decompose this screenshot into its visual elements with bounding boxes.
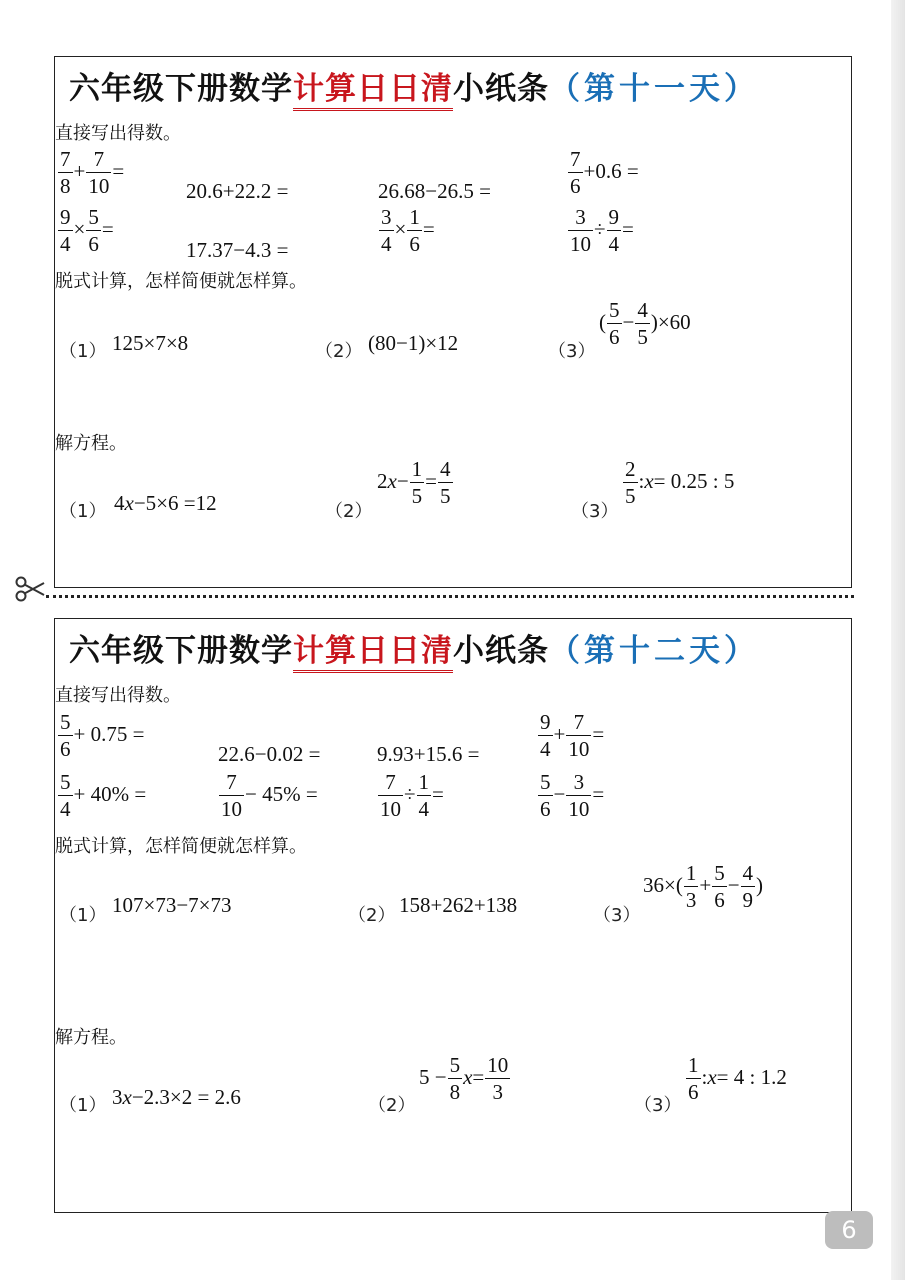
problem-calc-1: 125×7×8 (112, 331, 189, 355)
problem-label-3: （3） (571, 501, 619, 522)
equation-1: 3x−2.3×2 = 2.6 (112, 1085, 241, 1109)
equation-2: 5 − $\frac{5}{8}$ x= $\frac{10}{3}$ (419, 1053, 509, 1104)
problem-label-1: （1） (59, 501, 107, 522)
problem-label-1: （1） (59, 905, 107, 926)
fraction: $\frac{7}{10}$ (88, 147, 110, 198)
problem-label-3: （3） (548, 341, 596, 362)
problem-direct-2: 22.6−0.02 = (218, 742, 321, 766)
problem-calc-3: 36×( $\frac{1}{3}$ + $\frac{5}{6}$ − $\frac{4}{9}$ ) (643, 861, 764, 912)
page-edge (891, 0, 905, 1280)
problem-direct-6: $\frac{7}{10}$ − 45% = (221, 770, 318, 821)
title-highlight: 计算日日清 (293, 633, 453, 673)
problem-label-2: （2） (315, 341, 363, 362)
title-part: 小纸条 (453, 71, 549, 107)
problem-direct-5: $\frac{5}{4}$ + 40% = (60, 770, 147, 821)
fraction: $\frac{4}{5}$ (637, 298, 648, 349)
fraction: $\frac{5}{6}$ (609, 298, 620, 349)
fraction: $\frac{5}{6}$ (60, 710, 71, 761)
fraction: $\frac{1}{6}$ (688, 1053, 699, 1104)
fraction: $\frac{7}{10}$ (380, 770, 401, 821)
fraction: $\frac{5}{4}$ (60, 770, 71, 821)
problem-direct-8: $\frac{3}{10}$ ÷ $\frac{9}{4}$ = (570, 205, 634, 256)
problem-calc-3: ( $\frac{5}{6}$ − $\frac{4}{5}$ )×60 (599, 298, 691, 349)
section-equation-heading: 解方程。 (55, 1027, 127, 1048)
section-direct-heading: 直接写出得数。 (55, 685, 181, 706)
fraction: $\frac{7}{10}$ (568, 710, 590, 761)
equation-3: $\frac{1}{6}$ :x= 4 : 1.2 (688, 1053, 787, 1104)
problem-direct-1: $\frac{7}{8}$ + $\frac{7}{10}$ = (60, 147, 125, 198)
worksheet-day-11 (54, 56, 852, 588)
problem-direct-2: 20.6+22.2 = (186, 179, 289, 203)
problem-direct-4: $\frac{9}{4}$ + $\frac{7}{10}$ = (540, 710, 605, 761)
problem-label-2: （2） (348, 905, 396, 926)
fraction: $\frac{3}{10}$ (568, 770, 590, 821)
fraction: $\frac{1}{3}$ (685, 861, 697, 912)
fraction: $\frac{10}{3}$ (487, 1053, 509, 1104)
problem-calc-2: 158+262+138 (399, 893, 518, 917)
worksheet-day-12 (54, 618, 852, 1213)
title-day: （第十二天） (549, 633, 759, 669)
fraction: $\frac{5}{6}$ (88, 205, 99, 256)
fraction: $\frac{2}{5}$ (625, 457, 636, 508)
fraction: $\frac{7}{8}$ (60, 147, 71, 198)
fraction: $\frac{9}{4}$ (60, 205, 71, 256)
problem-direct-3: 9.93+15.6 = (377, 742, 480, 766)
cut-line (46, 595, 854, 598)
fraction: $\frac{7}{10}$ (221, 770, 242, 821)
page-number-badge: 6 (825, 1211, 873, 1249)
problem-direct-6: 17.37−4.3 = (186, 238, 289, 262)
section-calc-heading: 脱式计算，怎样简便就怎样算。 (55, 271, 307, 292)
problem-label-3: （3） (634, 1095, 682, 1116)
equation-2: 2x− $\frac{1}{5}$ = $\frac{4}{5}$ (377, 457, 451, 508)
fraction: $\frac{5}{8}$ (449, 1053, 461, 1104)
sheet-title (69, 625, 759, 670)
fraction: $\frac{5}{6}$ (540, 770, 551, 821)
section-equation-heading: 解方程。 (55, 433, 127, 454)
title-part: 六年级下册数学 (69, 633, 293, 669)
fraction: $\frac{9}{4}$ (608, 205, 620, 256)
fraction: $\frac{1}{6}$ (409, 205, 420, 256)
problem-label-2: （2） (325, 501, 373, 522)
equation-3: $\frac{2}{5}$ :x= 0.25 : 5 (625, 457, 735, 508)
problem-calc-2: (80−1)×12 (368, 331, 459, 355)
section-calc-heading: 脱式计算，怎样简便就怎样算。 (55, 836, 307, 857)
fraction: $\frac{4}{5}$ (440, 457, 451, 508)
fraction: $\frac{1}{4}$ (418, 770, 430, 821)
title-highlight: 计算日日清 (293, 71, 453, 111)
sheet-title (69, 63, 759, 108)
fraction: $\frac{5}{6}$ (714, 861, 725, 912)
fraction: $\frac{3}{4}$ (381, 205, 392, 256)
fraction: $\frac{3}{10}$ (570, 205, 591, 256)
fraction: $\frac{9}{4}$ (540, 710, 551, 761)
problem-label-2: （2） (368, 1095, 416, 1116)
scissors-icon (14, 576, 46, 602)
title-part: 小纸条 (453, 633, 549, 669)
fraction: $\frac{1}{5}$ (411, 457, 423, 508)
problem-direct-8: $\frac{5}{6}$ − $\frac{3}{10}$ = (540, 770, 605, 821)
problem-direct-4: $\frac{7}{6}$ +0.6 = (570, 147, 639, 198)
problem-direct-3: 26.68−26.5 = (378, 179, 491, 203)
problem-calc-1: 107×73−7×73 (112, 893, 232, 917)
title-part: 六年级下册数学 (69, 71, 293, 107)
section-direct-heading: 直接写出得数。 (55, 123, 181, 144)
problem-label-3: （3） (593, 905, 641, 926)
problem-label-1: （1） (59, 1095, 107, 1116)
problem-direct-7: $\frac{7}{10}$ ÷ $\frac{1}{4}$ = (380, 770, 444, 821)
fraction: $\frac{4}{9}$ (742, 861, 754, 912)
equation-1: 4x−5×6 =12 (114, 491, 217, 515)
fraction: $\frac{7}{6}$ (570, 147, 581, 198)
problem-direct-7: $\frac{3}{4}$ × $\frac{1}{6}$ = (381, 205, 435, 256)
problem-direct-1: $\frac{5}{6}$ + 0.75 = (60, 710, 145, 761)
problem-direct-5: $\frac{9}{4}$ × $\frac{5}{6}$ = (60, 205, 114, 256)
problem-label-1: （1） (59, 341, 107, 362)
title-day: （第十一天） (549, 71, 759, 107)
